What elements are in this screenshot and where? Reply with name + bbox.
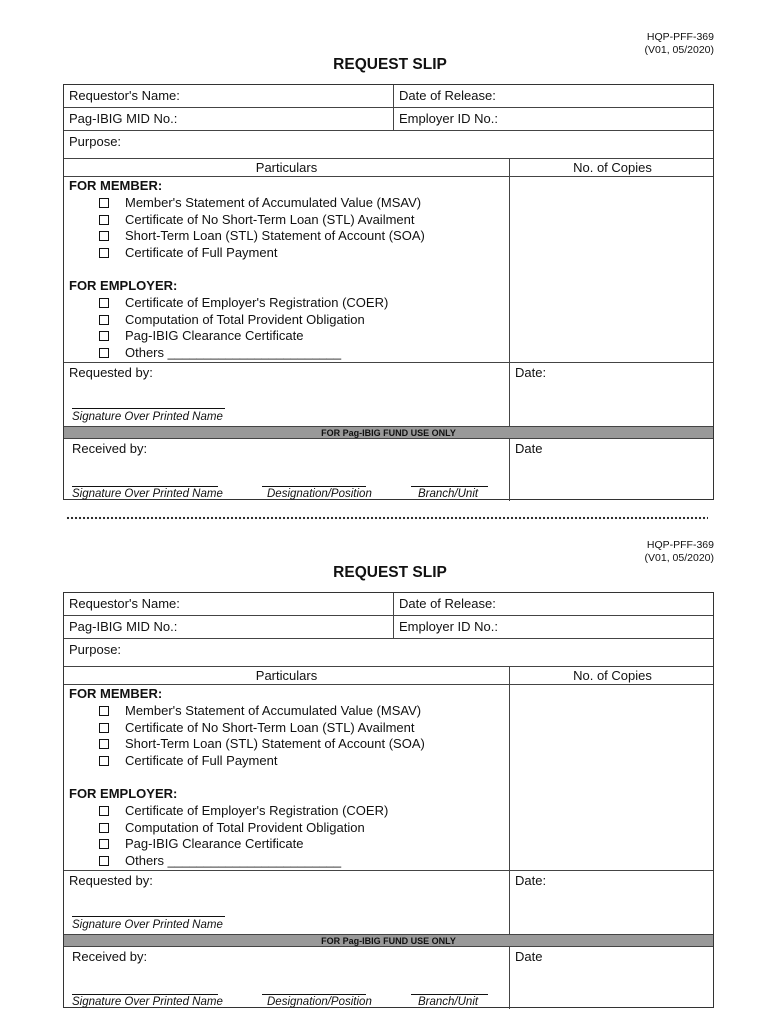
checkbox[interactable] [99,348,109,358]
designation-caption: Designation/Position [267,996,372,1008]
mid-no-field[interactable]: Pag-IBIG MID No.: [69,111,178,126]
copies-header: No. of Copies [573,668,652,683]
received-by-label: Received by: [72,949,148,964]
branch-caption: Branch/Unit [418,996,479,1008]
form-code [645,31,714,57]
checkbox[interactable] [99,198,109,208]
member-heading: FOR MEMBER: [69,686,163,701]
checkbox[interactable] [99,739,109,749]
employer-heading: FOR EMPLOYER: [69,278,178,293]
member-item-label: Certificate of Full Payment [125,753,278,768]
fund-use-only-bar: FOR Pag-IBIG FUND USE ONLY [64,934,713,947]
checkbox[interactable] [99,248,109,258]
date-label-2: Date [515,441,543,456]
requested-by-label: Requested by: [69,873,153,888]
checkbox[interactable] [99,331,109,341]
mid-no-field[interactable]: Pag-IBIG MID No.: [69,619,178,634]
checkbox[interactable] [99,856,109,866]
request-form-table [63,84,714,500]
checkbox[interactable] [99,215,109,225]
particulars-header: Particulars [255,668,318,683]
employer-item-label: Pag-IBIG Clearance Certificate [125,836,304,851]
request-slip [0,508,770,1016]
branch-caption: Branch/Unit [418,488,479,500]
signature-line[interactable] [72,408,225,409]
member-item-label: Certificate of Full Payment [125,245,278,260]
purpose-field[interactable]: Purpose: [69,134,122,149]
fund-use-only-bar: FOR Pag-IBIG FUND USE ONLY [64,426,713,439]
employer-item-label: Computation of Total Provident Obligation [125,820,365,835]
received-signature-caption: Signature Over Printed Name [72,996,223,1008]
purpose-field[interactable]: Purpose: [69,642,122,657]
particulars-header: Particulars [255,160,318,175]
date-of-release-field[interactable]: Date of Release: [399,596,496,611]
signature-caption: Signature Over Printed Name [72,411,223,423]
employer-item-label: Computation of Total Provident Obligation [125,312,365,327]
form-code [645,539,714,565]
signature-line[interactable] [72,916,225,917]
checkbox[interactable] [99,231,109,241]
designation-caption: Designation/Position [267,488,372,500]
copies-header: No. of Copies [573,160,652,175]
member-item-label: Short-Term Loan (STL) Statement of Account (SOA) [125,736,425,751]
date-label: Date: [515,365,547,380]
member-item-label: Short-Term Loan (STL) Statement of Account (SOA) [125,228,425,243]
form-number: HQP-PFF-369 [646,539,714,551]
employer-item-label: Certificate of Employer's Registration (COER) [125,295,389,310]
checkbox[interactable] [99,298,109,308]
checkbox[interactable] [99,756,109,766]
employer-item-label: Certificate of Employer's Registration (COER) [125,803,389,818]
member-item-label: Member's Statement of Accumulated Value (MSAV) [125,703,422,718]
form-version: (V01, 05/2020) [644,552,714,564]
form-number: HQP-PFF-369 [646,31,714,43]
request-slip [0,0,770,508]
request-form-table [63,592,714,1008]
date-label-2: Date [515,949,543,964]
employer-item-label: Others ________________________ [125,345,342,360]
slip-title: REQUEST SLIP [333,564,447,581]
requestors-name-field[interactable]: Requestor's Name: [69,596,180,611]
member-heading: FOR MEMBER: [69,178,163,193]
checkbox[interactable] [99,723,109,733]
checkbox[interactable] [99,706,109,716]
checkbox[interactable] [99,315,109,325]
member-item-label: Member's Statement of Accumulated Value (MSAV) [125,195,422,210]
employer-heading: FOR EMPLOYER: [69,786,178,801]
signature-caption: Signature Over Printed Name [72,919,223,931]
checkbox[interactable] [99,806,109,816]
employer-item-label: Pag-IBIG Clearance Certificate [125,328,304,343]
date-label: Date: [515,873,547,888]
requested-by-label: Requested by: [69,365,153,380]
employer-id-field[interactable]: Employer ID No.: [399,619,498,634]
member-item-label: Certificate of No Short-Term Loan (STL) Availment [125,720,415,735]
member-item-label: Certificate of No Short-Term Loan (STL) Availment [125,212,415,227]
requestors-name-field[interactable]: Requestor's Name: [69,88,180,103]
employer-id-field[interactable]: Employer ID No.: [399,111,498,126]
received-by-label: Received by: [72,441,148,456]
employer-item-label: Others ________________________ [125,853,342,868]
date-of-release-field[interactable]: Date of Release: [399,88,496,103]
slip-title: REQUEST SLIP [333,56,447,73]
received-signature-caption: Signature Over Printed Name [72,488,223,500]
form-version: (V01, 05/2020) [644,44,714,56]
checkbox[interactable] [99,839,109,849]
checkbox[interactable] [99,823,109,833]
